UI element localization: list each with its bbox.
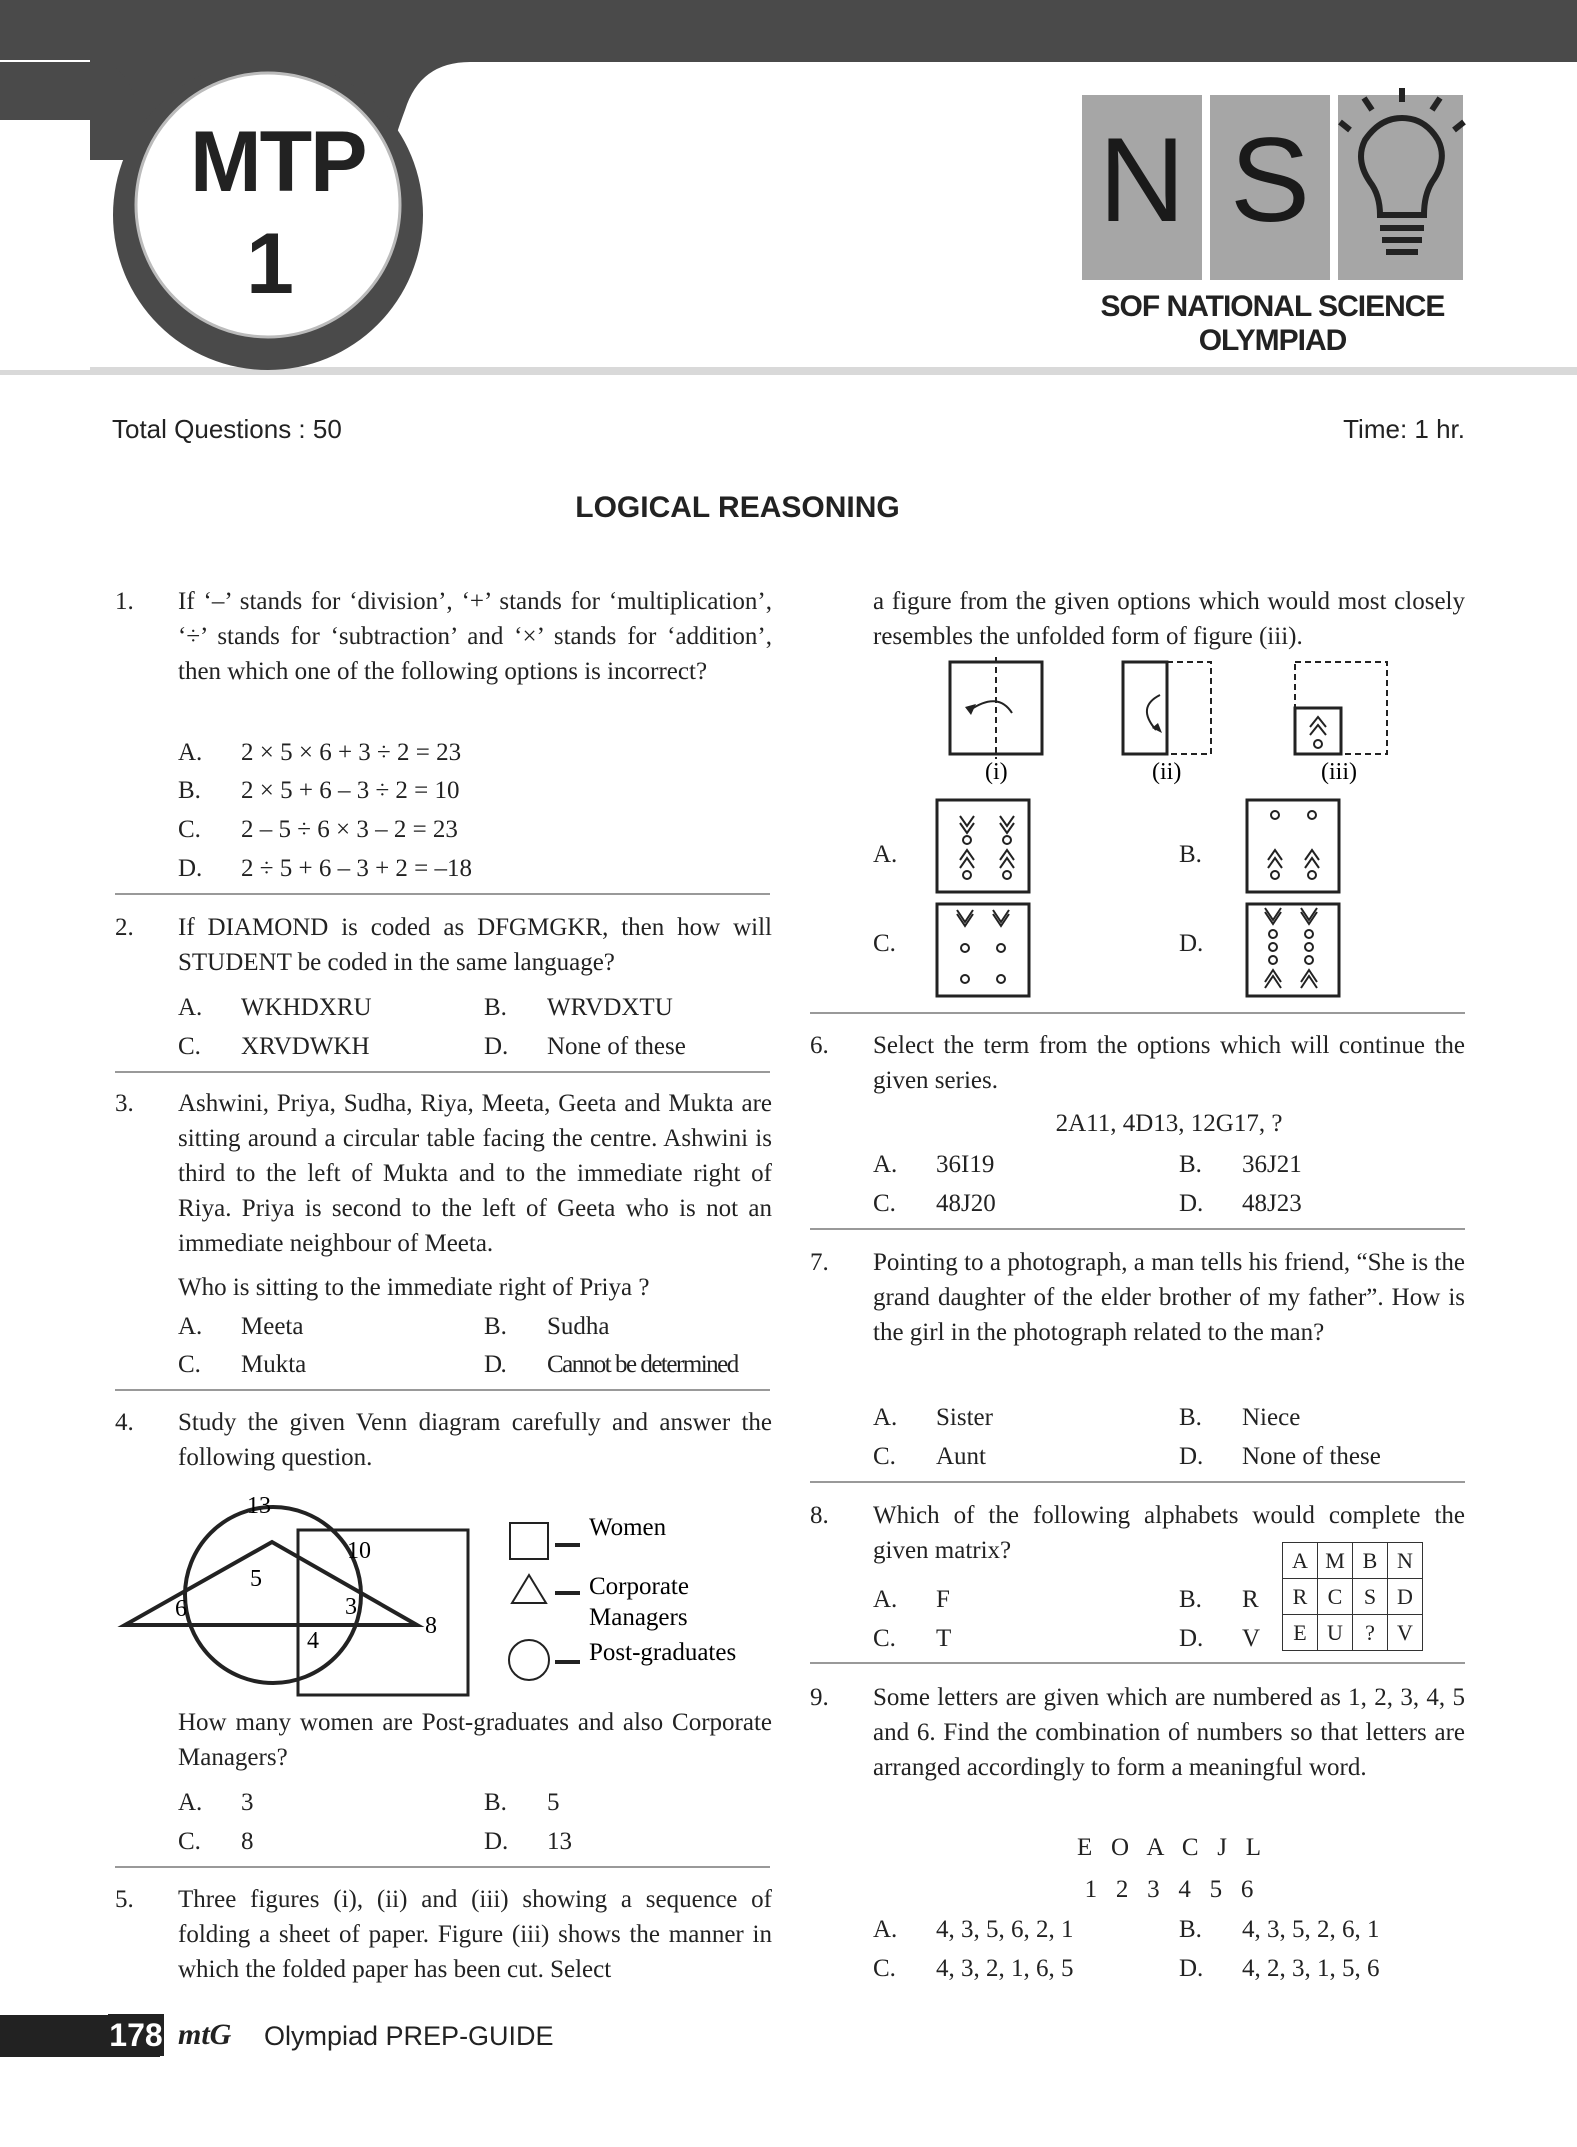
figure-label: (ii) — [1152, 759, 1182, 785]
mtp-label: MTP — [190, 114, 366, 210]
q5-option-figures — [935, 798, 1355, 998]
q3-option-a: A. Meeta — [178, 1313, 304, 1340]
q8-option-c: C. T — [873, 1625, 952, 1652]
question-text: Which of the following alphabets would complete the given matrix? — [873, 1502, 1465, 1564]
q5-option-c-figure — [937, 904, 1029, 996]
q4-option-b: B. 5 — [484, 1789, 560, 1816]
footer-brand-logo: mtG — [178, 2018, 232, 2051]
venn-number: 6 — [175, 1596, 187, 1622]
question-number: 8. — [810, 1502, 829, 1529]
question-text: Select the term from the options which will continue the given series. — [873, 1032, 1465, 1094]
logo-letter-s: S — [1229, 113, 1311, 247]
q2-option-c: C. XRVDWKH — [178, 1033, 370, 1060]
q1-option-a: A. 2 × 5 × 6 + 3 ÷ 2 = 23 — [178, 739, 462, 766]
q5-option-a-label: A. — [873, 841, 898, 868]
separator — [115, 893, 770, 895]
venn-number: 13 — [247, 1493, 271, 1519]
letter-matrix: A M B N R C S D E U ? V — [1282, 1542, 1423, 1651]
separator — [810, 1662, 1465, 1664]
figure-label: (iii) — [1321, 759, 1357, 785]
legend-women: Women — [589, 1514, 667, 1541]
venn-number: 3 — [345, 1594, 357, 1620]
q4-option-c: C. 8 — [178, 1828, 254, 1855]
q9-option-d: D. 4, 2, 3, 1, 5, 6 — [1179, 1955, 1380, 1982]
q4-option-d: D. 13 — [484, 1828, 572, 1855]
q8-option-d: D. V — [1179, 1625, 1261, 1652]
separator — [115, 1071, 770, 1073]
q9-option-a: A. 4, 3, 5, 6, 2, 1 — [873, 1916, 1074, 1943]
total-questions: Total Questions : 50 — [112, 414, 342, 444]
q4-option-a: A. 3 — [178, 1789, 254, 1816]
q7-option-d: D. None of these — [1179, 1443, 1381, 1470]
q5-option-d-label: D. — [1179, 930, 1204, 957]
logo-subtitle-line1: SOF NATIONAL SCIENCE — [1100, 290, 1445, 323]
question-text: If DIAMOND is coded as DFGMGKR, then how will STUDENT be coded in the same language? — [178, 914, 772, 976]
q9-numbers: 1 2 3 4 5 6 — [1084, 1876, 1254, 1903]
q4-question: How many women are Post-graduates and also Corporate Managers? — [178, 1709, 772, 1771]
question-number: 3. — [115, 1090, 134, 1117]
separator — [115, 1389, 770, 1391]
venn-diagram — [115, 1490, 775, 1700]
logo-letter-n: N — [1098, 113, 1186, 247]
q5-option-b-label: B. — [1179, 841, 1202, 868]
q2-option-b: B. WRVDXTU — [484, 994, 673, 1021]
q8-option-a: A. F — [873, 1586, 950, 1613]
page-number: 178 — [108, 2014, 164, 2056]
section-title: LOGICAL REASONING — [575, 491, 900, 524]
mtp-number: 1 — [246, 216, 294, 312]
question-number: 7. — [810, 1249, 829, 1276]
q3-option-c: C. Mukta — [178, 1351, 307, 1378]
question-text: Three figures (i), (ii) and (iii) showing a sequence of folding a sheet of paper. Figure (iii) shows the manner in which the folded paper has been cut. Select — [178, 1886, 772, 1983]
question-number: 5. — [115, 1886, 134, 1913]
question-text: Study the given Venn diagram carefully and answer the following question. — [178, 1409, 772, 1471]
q6-option-b: B. 36J21 — [1179, 1151, 1302, 1178]
separator — [115, 1866, 770, 1868]
q3-option-b: B. Sudha — [484, 1313, 610, 1340]
q6-option-d: D. 48J23 — [1179, 1190, 1302, 1217]
question-text: Ashwini, Priya, Sudha, Riya, Meeta, Geeta and Mukta are sitting around a circular table facing the centre. Ashwini is third to the left of Mukta and to the immediate right of Riya. Priya is second to the left of Geeta who is not an immediate neighbour of Meeta. — [178, 1090, 772, 1257]
q7-option-a: A. Sister — [873, 1404, 993, 1431]
arrow-icon — [965, 704, 976, 715]
venn-number: 5 — [250, 1566, 262, 1592]
q3-question: Who is sitting to the immediate right of Priya ? — [178, 1274, 650, 1301]
arrow-icon — [1152, 723, 1162, 733]
question-number: 1. — [115, 588, 134, 615]
question-text: Some letters are given which are numbered as 1, 2, 3, 4, 5 and 6. Find the combination of numbers so that letters are arranged accordingly to form a meaningful word. — [873, 1684, 1465, 1781]
folding-figures — [940, 655, 1400, 795]
q1-option-b: B. 2 × 5 + 6 – 3 ÷ 2 = 10 — [178, 777, 460, 804]
q5-option-c-label: C. — [873, 930, 896, 957]
question-text: Pointing to a photograph, a man tells his friend, “She is the grand daughter of the elder brother of my father”. How is the girl in the photograph related to the man? — [873, 1249, 1465, 1346]
time-limit: Time: 1 hr. — [1343, 414, 1465, 444]
question-number: 9. — [810, 1684, 829, 1711]
q7-option-c: C. Aunt — [873, 1443, 986, 1470]
q3-option-d: D. Cannot be determined — [484, 1351, 738, 1378]
figure-label: (i) — [985, 759, 1008, 785]
q2-option-d: D. None of these — [484, 1033, 686, 1060]
q2-option-a: A. WKHDXRU — [178, 994, 372, 1021]
question-number: 4. — [115, 1409, 134, 1436]
legend-managers: Managers — [589, 1604, 688, 1631]
separator — [810, 1228, 1465, 1230]
q8-option-b: B. R — [1179, 1586, 1259, 1613]
q5-text-continued: a figure from the given options which would most closely resembles the unfolded form of figure (iii). — [873, 588, 1465, 650]
q1-option-d: D. 2 ÷ 5 + 6 – 3 + 2 = –18 — [178, 855, 473, 882]
q6-series: 2A11, 4D13, 12G17, ? — [1055, 1110, 1283, 1137]
q7-option-b: B. Niece — [1179, 1404, 1301, 1431]
footer-title: Olympiad PREP-GUIDE — [264, 2021, 554, 2051]
venn-number: 4 — [307, 1628, 319, 1654]
venn-number: 8 — [425, 1613, 437, 1639]
question-text: If ‘–’ stands for ‘division’, ‘+’ stands for ‘multiplication’, ‘÷’ stands for ‘subtraction’ and ‘×’ stands for ‘addition’, then which one of the following options is incorrect? — [178, 588, 772, 685]
q9-letters: E O A C J L — [1076, 1834, 1262, 1861]
q5-option-b-figure — [1247, 800, 1339, 892]
q9-option-c: C. 4, 3, 2, 1, 6, 5 — [873, 1955, 1074, 1982]
q6-option-c: C. 48J20 — [873, 1190, 996, 1217]
separator — [810, 1481, 1465, 1483]
q9-option-b: B. 4, 3, 5, 2, 6, 1 — [1179, 1916, 1380, 1943]
q6-option-a: A. 36I19 — [873, 1151, 995, 1178]
question-number: 2. — [115, 914, 134, 941]
logo-subtitle-line2: OLYMPIAD — [1198, 324, 1347, 357]
venn-number: 10 — [347, 1538, 371, 1564]
q5-option-a-figure — [937, 800, 1029, 892]
q1-option-c: C. 2 – 5 ÷ 6 × 3 – 2 = 23 — [178, 816, 458, 843]
legend-postgraduates: Post-graduates — [589, 1639, 737, 1666]
question-number: 6. — [810, 1032, 829, 1059]
q5-option-d-figure — [1247, 904, 1339, 996]
legend-corporate: Corporate — [589, 1573, 689, 1600]
separator — [810, 1012, 1465, 1014]
